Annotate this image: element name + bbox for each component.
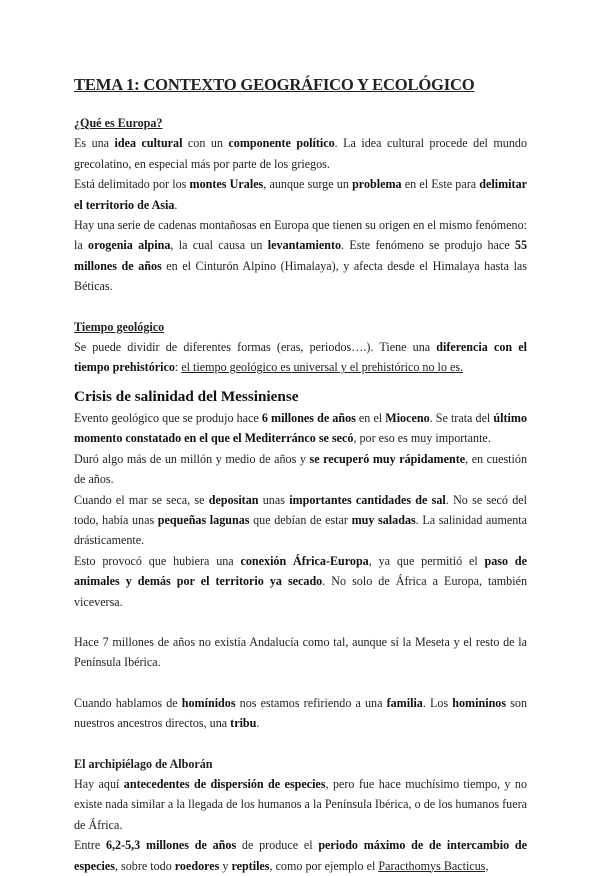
text-run: , sobre todo: [114, 858, 175, 873]
paragraph: [74, 693, 527, 734]
text-run: Hay aquí: [74, 776, 124, 791]
text-run: . Se trata del: [429, 410, 494, 425]
text-run: . No se secó del todo, había unas: [74, 492, 527, 527]
text-run: Esto provocó que hubiera una: [74, 553, 241, 568]
text-run: Hace 7 millones de años no existía Andalucía como tal, aunque sí la Meseta y el resto de la Península Ibérica.: [74, 634, 527, 670]
bold-text: 6,2-5,3 millones de años: [105, 838, 237, 853]
underlined-text: el tiempo geológico es universal y el prehistórico no lo es.: [181, 360, 464, 375]
paragraph: [74, 133, 527, 174]
bold-text: idea cultural: [114, 136, 183, 151]
paragraph: [74, 774, 527, 835]
text-run: con un: [182, 136, 229, 151]
paragraph: [74, 174, 527, 215]
bold-text: periodo máximo de de intercambio de especies: [74, 838, 527, 873]
text-run: Es una: [74, 136, 115, 151]
text-run: , como por ejemplo el: [269, 858, 379, 873]
bold-text: muy saladas: [351, 512, 416, 527]
text-run: en el: [355, 410, 386, 425]
text-run: .: [174, 197, 178, 212]
text-run: unas: [258, 492, 290, 507]
text-run: nos estamos refiriendo a una: [235, 695, 387, 710]
text-run: . Este fenómeno se produjo hace: [341, 238, 515, 253]
bold-text: familia: [386, 695, 423, 710]
section-heading-tiempo: Tiempo geológico: [74, 319, 165, 334]
text-run: en el Cinturón Alpino (Himalaya), y afecta desde el Himalaya hasta las Béticas.: [74, 258, 527, 294]
section-heading-europa: ¿Qué es Europa?: [74, 116, 163, 130]
text-run: . La salinidad aumenta drásticamente.: [74, 512, 528, 548]
bold-text: montes Urales: [189, 177, 264, 192]
text-run: Cuando hablamos de: [74, 695, 182, 710]
section-heading-alboran: El archipiélago de Alborán: [74, 756, 213, 771]
text-run: , aunque surge un: [263, 177, 353, 192]
bold-text: orogenia alpina: [88, 238, 171, 253]
text-run: . La idea cultural procede del mundo grecolatino, en especial más por parte de los griegos.: [74, 136, 527, 171]
document-title: TEMA 1: CONTEXTO GEOGRÁFICO Y ECOLÓGICO: [74, 75, 475, 94]
bold-text: homínidos: [181, 695, 236, 710]
bold-text: roedores: [174, 858, 220, 873]
text-run: .: [256, 716, 260, 731]
paragraph: [74, 449, 527, 490]
paragraph: [74, 835, 527, 876]
text-run: en el Este para: [401, 177, 480, 192]
bold-text: homininos: [452, 695, 507, 710]
bold-text: componente político: [228, 136, 335, 151]
text-run: Duró algo más de un millón y medio de años y: [74, 451, 310, 466]
underlined-text: Paracthomys Bacticus,: [378, 858, 489, 873]
text-run: . No solo de África a Europa, también viceversa.: [74, 574, 527, 609]
bold-text: antecedentes de dispersión de especies: [123, 776, 326, 791]
bold-text: levantamiento: [267, 238, 342, 253]
bold-text: 6 millones de años: [261, 410, 356, 425]
bold-text: diferencia con el tiempo prehistórico: [74, 340, 528, 375]
text-run: son nuestros ancestros directos, una: [74, 695, 527, 731]
section-heading-messiniense: Crisis de salinidad del Messiniense: [74, 387, 299, 405]
text-run: , la cual causa un: [170, 238, 268, 253]
text-run: Se puede dividir de diferentes formas (eras, periodos….). Tiene una: [74, 340, 437, 355]
bold-text: Mioceno: [385, 410, 430, 425]
text-run: que debían de estar: [249, 512, 352, 527]
paragraph: [74, 215, 527, 297]
bold-text: tribu: [230, 716, 257, 731]
bold-text: último momento constatado en el que el Mediterránco se secó: [74, 410, 528, 446]
text-run: Entre: [74, 838, 106, 853]
paragraph: [74, 408, 527, 449]
bold-text: importantes cantidades de sal: [289, 492, 446, 507]
text-run: Evento geológico que se produjo hace: [74, 410, 262, 425]
bold-text: depositan: [208, 492, 259, 507]
paragraph: [74, 632, 527, 673]
bold-text: delimitar el territorio de Asia: [74, 177, 527, 212]
text-run: , por eso es muy importante.: [353, 431, 491, 446]
paragraph: [74, 337, 527, 378]
bold-text: conexión África-Europa: [240, 553, 369, 568]
bold-text: problema: [352, 177, 402, 192]
text-run: de produce el: [236, 838, 319, 853]
bold-text: paso de animales y demás por el territorio ya secado: [74, 553, 527, 589]
text-run: . Los: [422, 695, 453, 710]
bold-text: reptiles: [231, 858, 270, 873]
bold-text: pequeñas lagunas: [157, 512, 250, 527]
bold-text: 55 millones de años: [74, 238, 527, 273]
paragraph: [74, 551, 527, 612]
bold-text: se recuperó muy rápidamente: [309, 451, 466, 466]
text-run: Hay una serie de cadenas montañosas en Europa que tienen su origen en el mismo fenómeno: la: [74, 218, 527, 253]
text-run: , ya que permitió el: [368, 553, 485, 568]
text-run: y: [219, 858, 232, 873]
text-run: , en cuestión de años.: [74, 451, 527, 487]
text-run: Está delimitado por los: [74, 177, 190, 192]
text-run: , pero fue hace muchísimo tiempo, y no existe nada similar a la llegada de los humanos a la Península Ibérica, o de los humanos fuera de África.: [74, 776, 527, 832]
paragraph: [74, 490, 527, 551]
document-page: [74, 74, 527, 876]
text-run: :: [174, 360, 182, 375]
text-run: Cuando el mar se seca, se: [74, 492, 209, 507]
